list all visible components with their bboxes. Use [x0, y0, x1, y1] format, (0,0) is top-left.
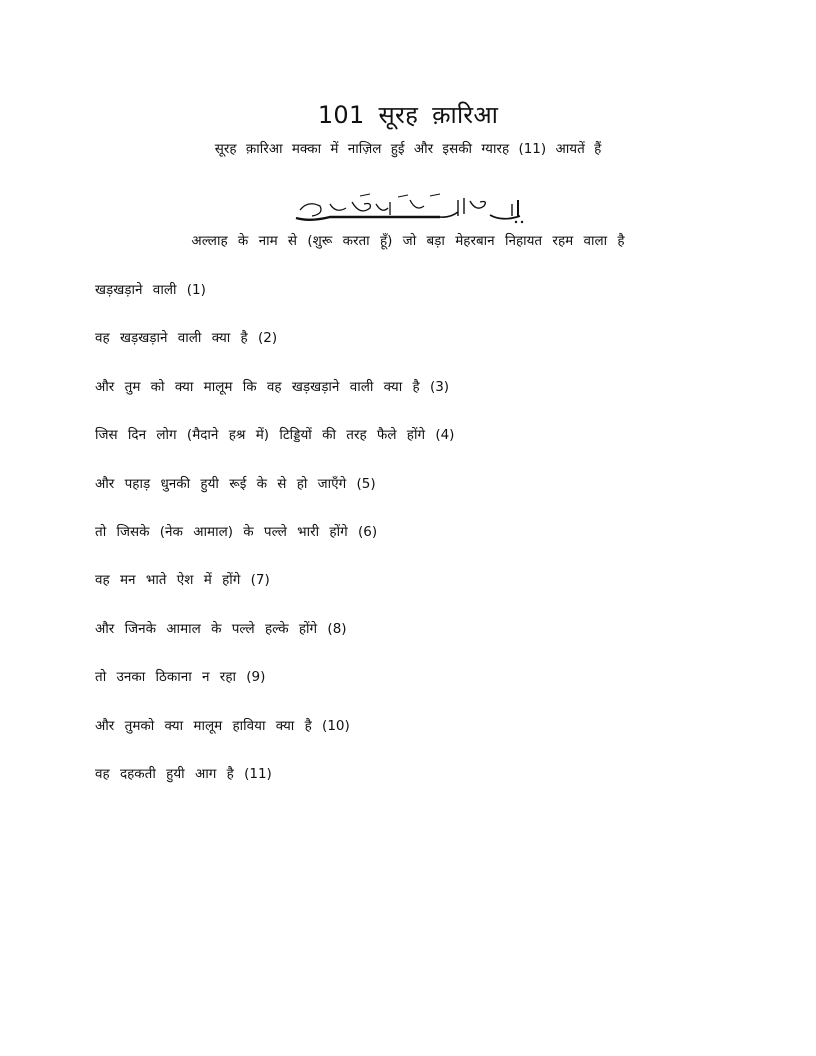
page-title: 101 सूरह क़ारिआ: [317, 101, 499, 129]
basmala-translation: अल्लाह के नाम से (शुरू करता हूँ) जो बड़ा मेहरबान निहायत रहम वाला है: [191, 233, 625, 249]
verse-11: वह दहकती हुयी आग है (11): [95, 765, 272, 782]
basmala-calligraphy-image: [290, 192, 530, 228]
verse-9: तो उनका ठिकाना न रहा (9): [95, 669, 266, 686]
verse-10: और तुमको क्या मालूम हाविया क्या है (10): [95, 717, 350, 734]
verse-1: खड़खड़ाने वाली (1): [95, 282, 206, 298]
verse-3: और तुम को क्या मालूम कि वह खड़खड़ाने वाली क्या है (3): [95, 378, 450, 395]
verse-2: वह खड़खड़ाने वाली क्या है (2): [95, 330, 278, 347]
surah-subtitle: सूरह क़ारिआ मक्का में नाज़िल हुई और इसकी ग्यारह (11) आयतें हैं: [214, 141, 602, 157]
verse-8: और जिनके आमाल के पल्ले हल्के होंगे (8): [95, 620, 347, 637]
verse-4: जिस दिन लोग (मैदाने हश्र में) टिड्डियों की तरह फैले होंगे (4): [95, 427, 455, 444]
verse-7: वह मन भाते ऐश में होंगे (7): [95, 572, 270, 589]
verse-list: [95, 280, 795, 812]
verse-5: और पहाड़ धुनकी हुयी रूई के से हो जाएँगे (5): [95, 475, 376, 492]
verse-6: तो जिसके (नेक आमाल) के पल्ले भारी होंगे (6): [95, 523, 378, 540]
